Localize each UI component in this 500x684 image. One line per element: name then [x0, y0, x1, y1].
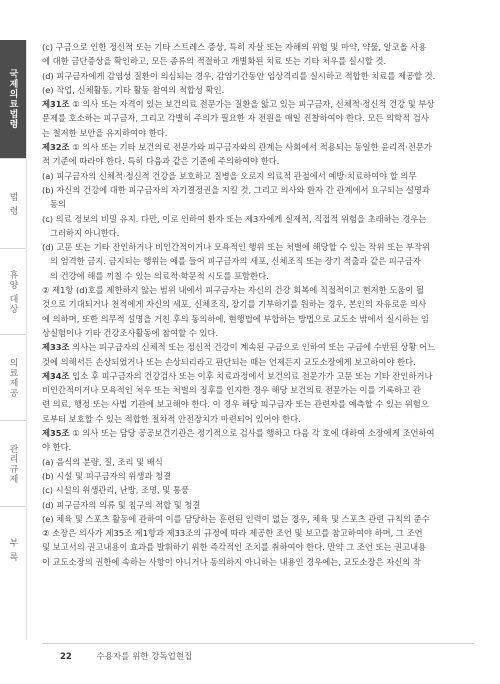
article-line: 제32조 ① 의사 또는 기타 보건의료 전문가와 피구금자와의 관계는 사회에서 적용되는 동일한 윤리적·전문가 — [42, 142, 432, 153]
article-number: 제32조 — [42, 142, 70, 153]
text-line: 에 대한 금단증상을 확인하고, 모든 종류의 적절하고 개별화된 치료 또는 기타 처우를 실시할 것. — [42, 56, 387, 67]
text-line: ② 소장은 의사가 제35조 제1항과 제33조의 규정에 따라 제공한 조언 및 보고를 참고하여야 하며, 그 조언 — [42, 528, 423, 539]
text-line: (c) 구금으로 인한 정신적 또는 기타 스트레스 증상, 특히 자살 또는 자해의 위험 및 마약, 약물, 알코올 사용 — [42, 42, 427, 52]
sidebar-tab-1[interactable] — [0, 158, 26, 249]
footer-divider — [42, 643, 474, 644]
book-title: 수용자를 위한 강독업현집 — [96, 652, 193, 662]
text-line: 의 엄격한 금지. 금지되는 행위는 예를 들어 피구금자의 세포, 신체조직 또는 장기 적출과 같은 피구금자 — [50, 256, 421, 267]
sidebar-tab-label: 의료제공 — [7, 358, 18, 398]
sidebar-tab-5[interactable] — [0, 506, 26, 593]
text-line: 비인간적이거나 모욕적인 처우 또는 처벌의 징후를 인지한 경우 해당 보건의료 전문가는 이를 기록하고 관 — [42, 385, 421, 396]
text-line: (a) 피구금자의 신체적·정신적 건강을 보호하고 질병을 오로지 의료적 관점에서 예방·치료하여야 할 의무 — [42, 170, 417, 181]
text-line: 로부터 보호할 수 있는 적합한 절차적 안전장치가 마련되어 있어야 한다. — [42, 413, 301, 424]
page-footer — [60, 650, 192, 662]
page-number: 22 — [60, 652, 72, 662]
article-line: 제35조 ① 의사 또는 담당 공공보건기관은 정기적으로 검사를 행하고 다음 각 호에 대하여 소장에게 조언하여 — [42, 428, 435, 439]
sidebar-tab-label: 국제의료법령 — [7, 69, 18, 129]
list-item: (d) 피구금자의 의류 및 침구의 적합 및 청결 — [42, 499, 201, 510]
text-line: (b) 자신의 건강에 대한 피구금자의 자기결정권을 지킬 것, 그리고 의사와 환자 간 관계에서 요구되는 설명과 — [42, 184, 430, 195]
sidebar-divider — [26, 40, 27, 640]
list-item: (a) 음식의 분량, 질, 조리 및 배식 — [42, 456, 163, 467]
text-line: (d) 고문 또는 기타 잔인하거나 비인간적이거나 모욕적인 행위 또는 처벌에 해당할 수 있는 작위 또는 부작위 — [42, 242, 430, 253]
text-line: 것으로 기대되거나 천적에게 자신의 세포, 신체조직, 장기를 기부하기를 원하는 경우, 본인의 자유로운 의사 — [42, 299, 427, 310]
article-line: 제33조 의사는 피구금자의 신체적 또는 정신적 건강이 계속된 구금으로 인하여 또는 구금에 수반된 상황 어느 — [42, 342, 436, 353]
text-line: (e) 작업, 신체활동, 기타 활동 참여의 적합성 확인. — [42, 84, 225, 95]
sidebar-tab-label: 관리규제 — [7, 444, 18, 484]
sidebar-tab-3[interactable] — [0, 334, 26, 421]
sidebar-tab-label: 부 록 — [7, 538, 18, 562]
article-number: 제33조 — [42, 342, 70, 353]
text-line: 것에 의해서든 손상되었거나 또는 손상되리라고 판단되는 때는 언제든지 교도소장에게 보고하여야 한다. — [42, 356, 416, 367]
sidebar-tab-label: 법 령 — [7, 192, 18, 216]
sidebar-tab-label: 휴양 대상 — [7, 270, 18, 314]
article-number: 제31조 — [42, 99, 70, 110]
text-line: 상실험이나 기타 건강조사활동에 참여할 수 있다. — [42, 327, 219, 338]
sidebar-tab-4[interactable] — [0, 420, 26, 507]
text-line: 야 한다. — [42, 442, 72, 453]
list-item: (e) 체육 및 스포츠 활동에 관하여 이를 담당하는 훈련된 인력이 없는 경우, 체육 및 스포츠 관련 규칙의 준수 — [42, 513, 430, 524]
article-line: 제34조 입소 후 피구금자의 건강검사 또는 이후 치료과정에서 보건의료 전문가가 고문 또는 기타 잔인하거나 — [42, 370, 433, 381]
text-line: 는 철저한 보안을 유지하여야 한다. — [42, 127, 168, 138]
text-line: 문제를 호소하는 피구금자, 그리고 각별히 주의가 필요한 자 전원을 매일 진찰하여야 한다. 모든 의학적 검사 — [42, 113, 429, 124]
text-line: 적 기준에 따라야 한다. 특히 다음과 같은 기준에 주의하여야 한다. — [42, 156, 280, 167]
sidebar-tab-2[interactable] — [0, 248, 26, 335]
text-line: 에 의하며, 또한 의무적 설명을 거친 후의 동의하에, 현행법에 부합하는 방법으로 교도소 밖에서 실시하는 임 — [42, 313, 429, 324]
list-item: (c) 시설의 위생관리, 난방, 조명, 및 통풍 — [42, 485, 189, 496]
text-line: 그러하지 아니한다. — [50, 227, 120, 238]
text-line: (c) 의료 정보의 비밀 유지. 다만, 이로 인하여 환자 또는 제3자에게 실제적, 직접적 위험을 초래하는 경우는 — [42, 213, 427, 224]
text-line: 의 건강에 해를 끼칠 수 있는 의료적·학문적 시도를 포함한다. — [50, 270, 269, 281]
text-line: (d) 피구금자에게 감염성 질환이 의심되는 경우, 감염기간동안 임상격리를 실시하고 적합한 치료를 제공할 것. — [42, 70, 436, 81]
article-number: 제34조 — [42, 370, 70, 381]
text-line: ② 제1항 (d)호를 제한하지 않는 범위 내에서 피구금자는 자신의 건강 회복에 직접적이고 현저한 도움이 될 — [42, 285, 424, 296]
text-line: 및 보고서의 권고내용이 효과를 발휘하기 위한 즉각적인 조치를 취하여야 한다. 만약 그 조언 또는 권고내용 — [42, 542, 427, 553]
text-line: 동의 — [50, 199, 67, 210]
list-item: (b) 시설 및 피구금자의 위생과 청결 — [42, 470, 172, 481]
sidebar-tab-0[interactable] — [0, 40, 26, 158]
text-line: 이 교도소장의 권한에 속하는 사항이 아니거나 동의하지 아니하는 내용인 경우에는, 교도소장은 자신의 작 — [42, 556, 421, 567]
document-body — [42, 40, 474, 569]
text-line: 련 의료, 행정 또는 사법 기관에 보고해야 한다. 이 경우 해당 피구금자 또는 관련자를 예측할 수 있는 위험으 — [42, 399, 429, 410]
article-line: 제31조 ① 의사 또는 자격이 있는 보건의료 전문가는 질환을 앓고 있는 피구금자, 신체적·정신적 건강 및 부상 — [42, 99, 435, 110]
article-number: 제35조 — [42, 428, 70, 439]
